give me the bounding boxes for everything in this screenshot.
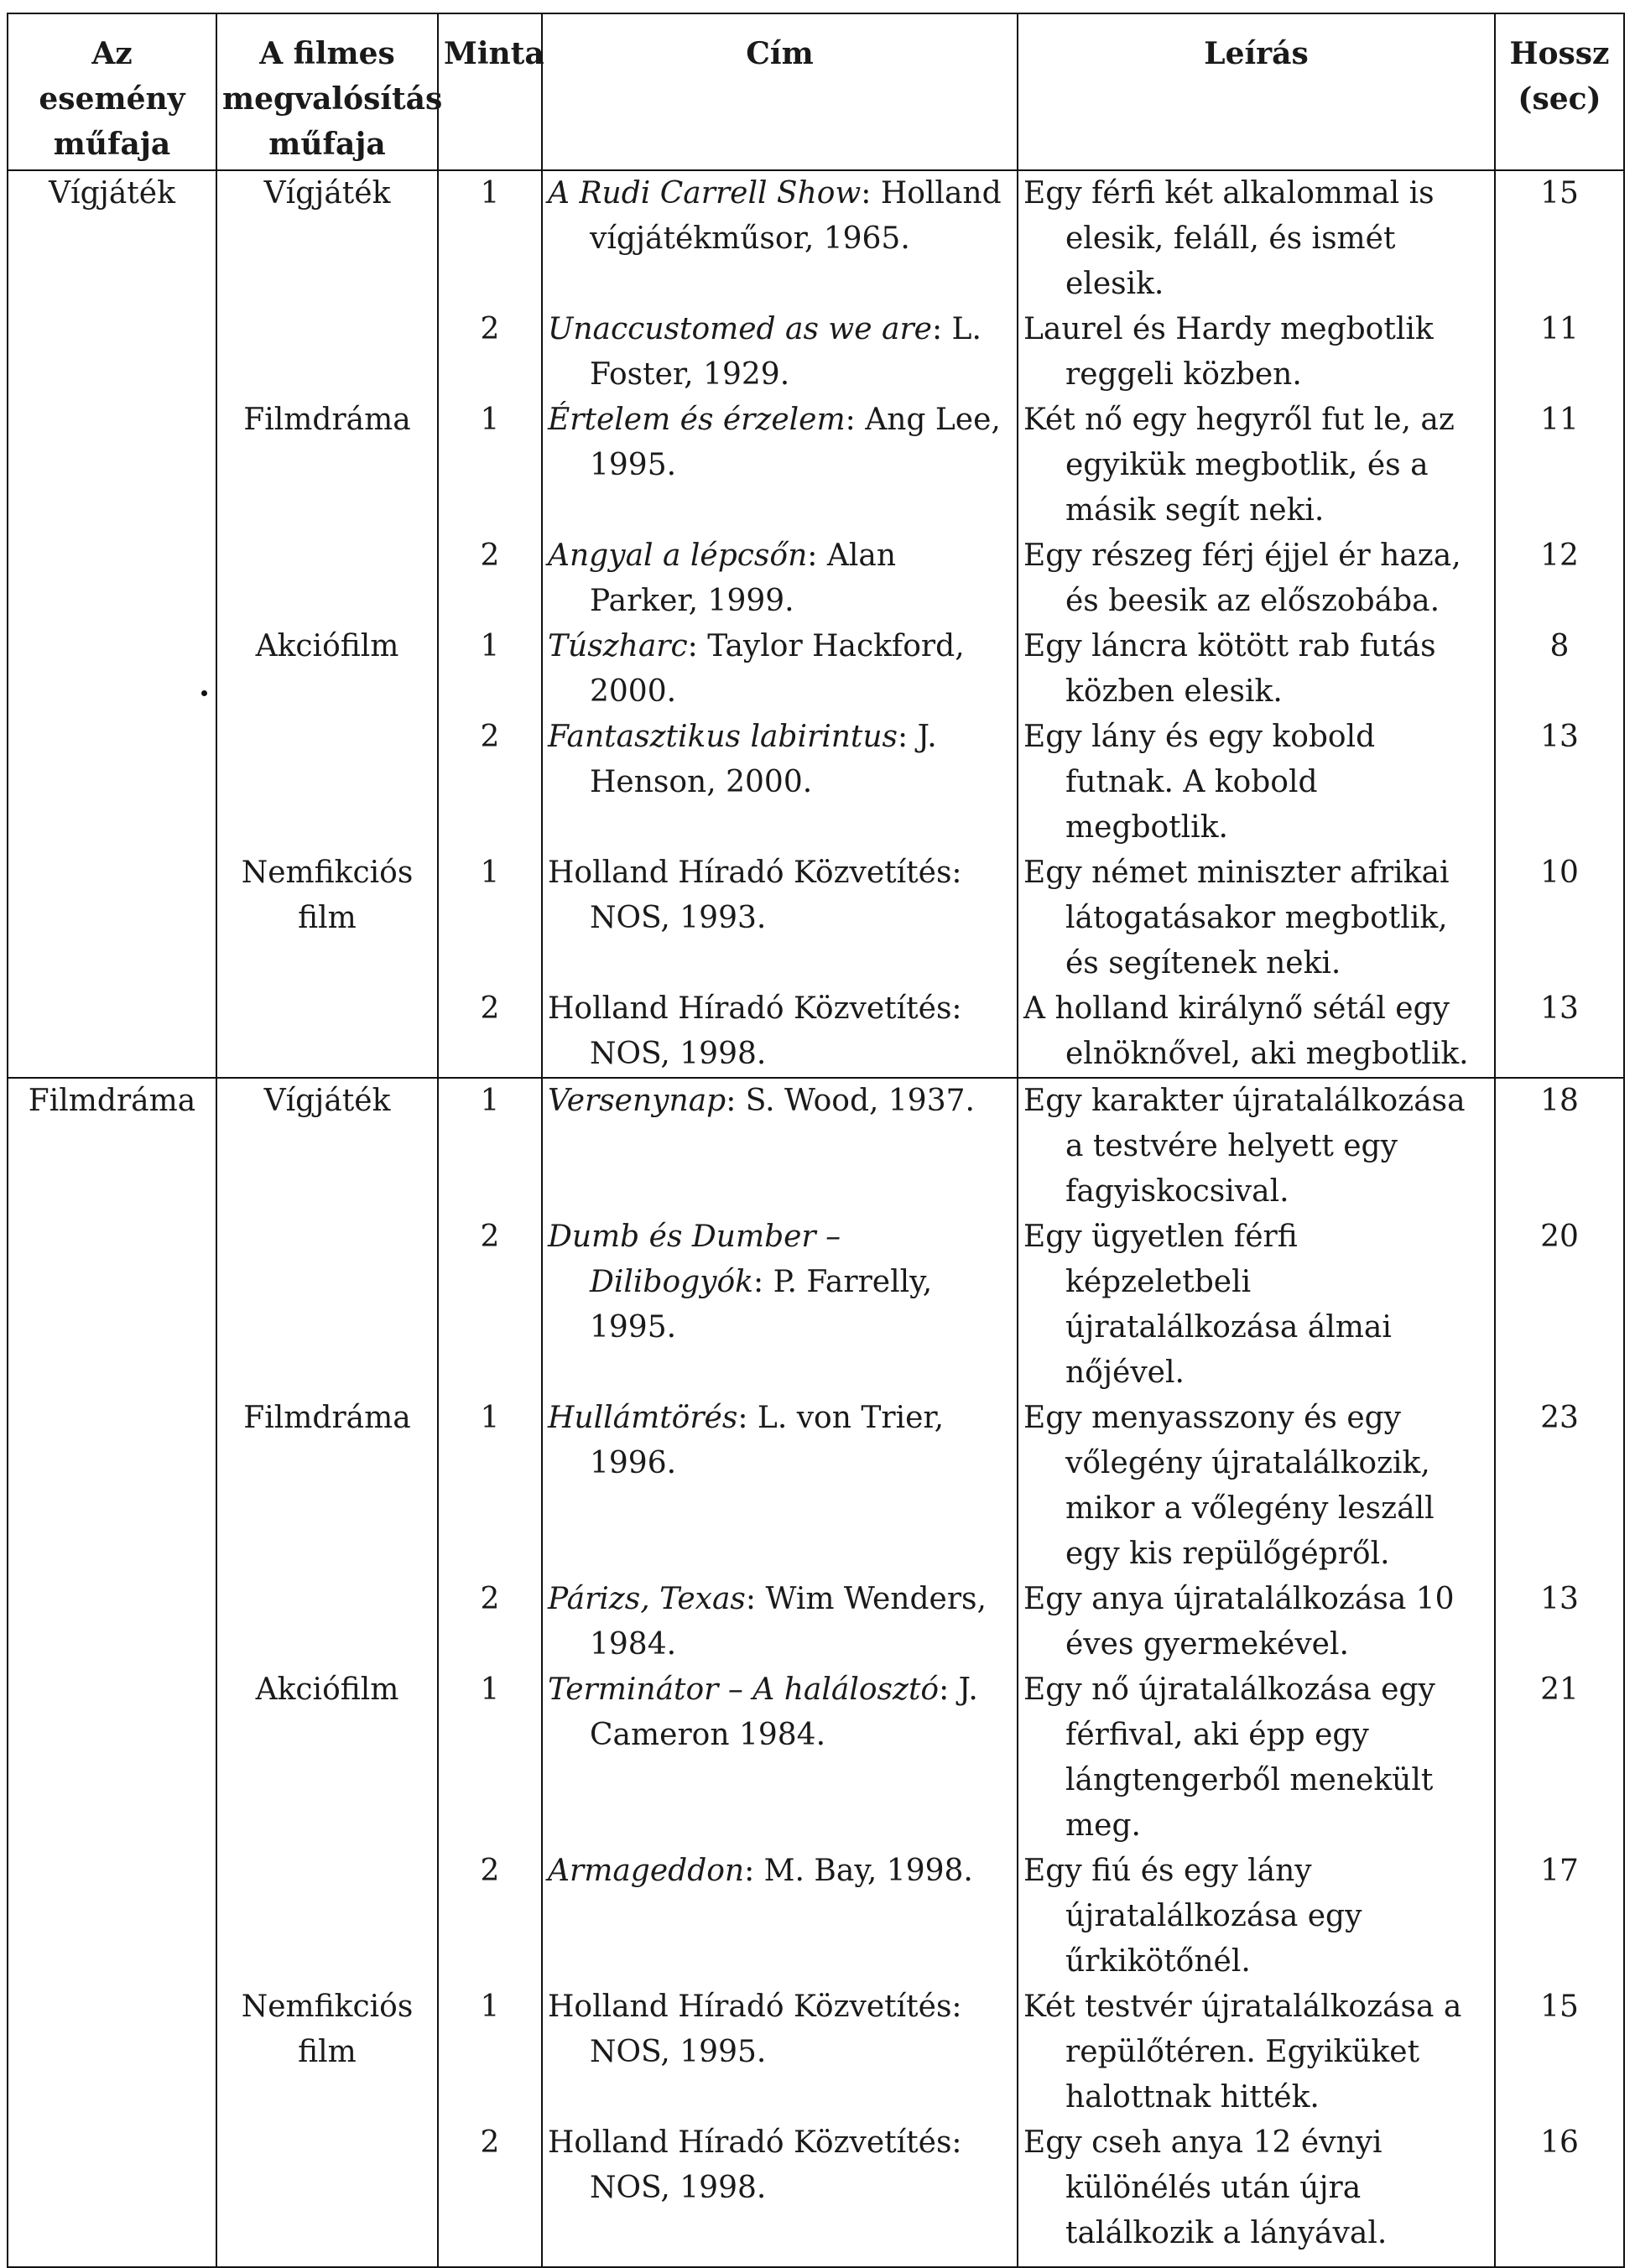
description-text: Két testvér újratalálkozása a repülőtéren. Egyiküket halottnak hitték. — [1023, 1990, 1462, 2115]
cell-sample: 2 — [438, 986, 542, 1078]
cell-sample: 1 — [438, 624, 542, 715]
cell-sample: 1 — [438, 1984, 542, 2120]
cell-sample: 2 — [438, 533, 542, 624]
title-rest: : S. Wood, 1937. — [726, 1084, 975, 1118]
header-length: Hossz (sec) — [1495, 13, 1624, 170]
description-text: A holland királynő sétál egy elnöknővel, aki megbotlik. — [1023, 991, 1469, 1071]
cell-description — [1018, 1849, 1495, 1984]
title-rest: Holland Híradó Közvetítés: NOS, 1995. — [548, 1990, 962, 2069]
title-rest: : L. von Trier, 1996. — [590, 1401, 945, 1480]
title-text — [548, 2120, 1012, 2211]
cell-title — [542, 1849, 1018, 1984]
cell-length: 16 — [1495, 2120, 1624, 2267]
title-text — [548, 1215, 1012, 1350]
header-description: Leírás — [1018, 13, 1495, 170]
title-text — [548, 715, 1012, 805]
table-row — [8, 170, 1624, 307]
title-rest: : J. Cameron 1984. — [590, 1672, 978, 1752]
cell-film-genre: Filmdráma — [216, 398, 438, 533]
cell-title — [542, 1577, 1018, 1667]
cell-length: 18 — [1495, 1078, 1624, 1215]
cell-length: 23 — [1495, 1396, 1624, 1577]
cell-title — [542, 624, 1018, 715]
title-rest: : Alan Parker, 1999. — [590, 538, 896, 618]
table-row — [8, 398, 1624, 533]
title-text — [548, 533, 1012, 624]
cell-description — [1018, 1396, 1495, 1577]
cell-length: 8 — [1495, 624, 1624, 715]
cell-length: 13 — [1495, 986, 1624, 1078]
cell-event-genre — [8, 1577, 216, 1667]
cell-event-genre — [8, 533, 216, 624]
cell-film-genre: Nemfikciós film — [216, 850, 438, 986]
header-film-genre: A filmes megvalósítás műfaja — [216, 13, 438, 170]
cell-description — [1018, 986, 1495, 1078]
table-header-row — [8, 13, 1624, 170]
description-text: Egy részeg férj éjjel ér haza, és beesik az előszobába. — [1023, 538, 1461, 618]
table-row — [8, 1215, 1624, 1396]
cell-event-genre — [8, 1984, 216, 2120]
cell-film-genre: Akciófilm — [216, 1667, 438, 1849]
cell-description — [1018, 533, 1495, 624]
description-text: Laurel és Hardy megbotlik reggeli közben. — [1023, 312, 1434, 392]
cell-sample: 2 — [438, 2120, 542, 2267]
cell-event-genre — [8, 1396, 216, 1577]
cell-length: 13 — [1495, 715, 1624, 850]
cell-length: 21 — [1495, 1667, 1624, 1849]
title-text — [548, 307, 1012, 398]
cell-event-genre — [8, 986, 216, 1078]
cell-event-genre — [8, 1849, 216, 1984]
description-text: Két nő egy hegyről fut le, az egyikük megbotlik, és a másik segít neki. — [1023, 403, 1455, 528]
cell-film-genre — [216, 986, 438, 1078]
cell-length: 11 — [1495, 398, 1624, 533]
title-rest: : Ang Lee, 1995. — [590, 403, 1001, 482]
header-title: Cím — [542, 13, 1018, 170]
title-rest: Holland Híradó Közvetítés: NOS, 1993. — [548, 856, 962, 935]
table-row — [8, 307, 1624, 398]
title-italic: A Rudi Carrell Show — [548, 176, 862, 211]
cell-length: 17 — [1495, 1849, 1624, 1984]
cell-description — [1018, 1667, 1495, 1849]
title-rest: : L. Foster, 1929. — [590, 312, 982, 392]
cell-film-genre — [216, 1215, 438, 1396]
cell-description — [1018, 398, 1495, 533]
description-text: Egy ügyetlen férfi képzeletbeli újratalálkozása álmai nőjével. — [1023, 1220, 1392, 1390]
header-event-genre: Az esemény műfaja — [8, 13, 216, 170]
title-italic: Hullámtörés — [548, 1401, 738, 1435]
title-italic: Párizs, Texas — [548, 1582, 746, 1616]
cell-length: 15 — [1495, 1984, 1624, 2120]
description-text: Egy karakter újratalálkozása a testvére helyett egy fagyiskocsival. — [1023, 1084, 1466, 1209]
description-text: Egy fiú és egy lány újratalálkozása egy űrkikötőnél. — [1023, 1854, 1362, 1979]
description-text: Egy német miniszter afrikai látogatásakor megbotlik, és segítenek neki. — [1023, 856, 1450, 981]
table-row — [8, 1667, 1624, 1849]
cell-sample: 2 — [438, 1215, 542, 1396]
description-text: Egy láncra kötött rab futás közben elesik. — [1023, 629, 1436, 709]
cell-sample: 1 — [438, 1078, 542, 1215]
cell-length: 15 — [1495, 170, 1624, 307]
cell-film-genre: Filmdráma — [216, 1396, 438, 1577]
title-italic: Unaccustomed as we are — [548, 312, 932, 346]
table-row — [8, 850, 1624, 986]
description-text: Egy anya újratalálkozása 10 éves gyermekével. — [1023, 1582, 1455, 1662]
table-body — [8, 170, 1624, 2267]
title-text — [548, 1577, 1012, 1667]
cell-description — [1018, 850, 1495, 986]
cell-title — [542, 986, 1018, 1078]
table-row — [8, 1849, 1624, 1984]
title-italic: Armageddon — [548, 1854, 745, 1888]
description-text: Egy menyasszony és egy vőlegény újratalálkozik, mikor a vőlegény leszáll egy kis repülőgépről. — [1023, 1401, 1435, 1571]
description-text: Egy férfi két alkalommal is elesik, feláll, és ismét elesik. — [1023, 176, 1435, 301]
title-rest: : Wim Wenders, 1984. — [590, 1582, 987, 1662]
table-row — [8, 2120, 1624, 2267]
title-text — [548, 1984, 1012, 2075]
title-text — [548, 1079, 1012, 1124]
cell-event-genre — [8, 398, 216, 533]
title-italic: Dumb és Dumber – Dilibogyók — [548, 1220, 841, 1299]
cell-film-genre — [216, 533, 438, 624]
cell-event-genre — [8, 1215, 216, 1396]
cell-description — [1018, 2120, 1495, 2267]
title-italic: Angyal a lépcsőn — [548, 538, 808, 573]
cell-description — [1018, 1078, 1495, 1215]
cell-title — [542, 533, 1018, 624]
title-text — [548, 171, 1012, 262]
cell-description — [1018, 715, 1495, 850]
title-text — [548, 398, 1012, 488]
cell-title — [542, 1396, 1018, 1577]
title-text — [548, 850, 1012, 941]
title-italic: Értelem és érzelem — [548, 403, 846, 437]
table-row — [8, 1984, 1624, 2120]
table-row — [8, 624, 1624, 715]
cell-sample: 2 — [438, 1577, 542, 1667]
cell-title — [542, 2120, 1018, 2267]
cell-sample: 1 — [438, 170, 542, 307]
cell-event-genre — [8, 2120, 216, 2267]
header-sample: Minta — [438, 13, 542, 170]
description-text: Egy nő újratalálkozása egy férfival, aki épp egy lángtengerből menekült meg. — [1023, 1672, 1435, 1843]
cell-event-genre — [8, 715, 216, 850]
title-rest: Holland Híradó Közvetítés: NOS, 1998. — [548, 991, 962, 1071]
cell-description — [1018, 624, 1495, 715]
title-rest: : M. Bay, 1998. — [744, 1854, 973, 1888]
title-text — [548, 1667, 1012, 1758]
table-row — [8, 1396, 1624, 1577]
cell-film-genre — [216, 715, 438, 850]
cell-title — [542, 398, 1018, 533]
title-italic: Túszharc — [548, 629, 688, 663]
table-row — [8, 533, 1624, 624]
title-text — [548, 1849, 1012, 1894]
cell-film-genre — [216, 307, 438, 398]
cell-description — [1018, 1984, 1495, 2120]
cell-film-genre: Vígjáték — [216, 170, 438, 307]
cell-film-genre — [216, 1577, 438, 1667]
cell-description — [1018, 307, 1495, 398]
cell-title — [542, 1667, 1018, 1849]
title-italic: Terminátor – A halálosztó — [548, 1672, 940, 1707]
cell-sample: 1 — [438, 1396, 542, 1577]
cell-sample: 2 — [438, 307, 542, 398]
cell-title — [542, 1078, 1018, 1215]
cell-event-genre: Vígjáték — [8, 170, 216, 307]
title-text — [548, 1396, 1012, 1486]
cell-film-genre: Akciófilm — [216, 624, 438, 715]
description-text: Egy cseh anya 12 évnyi különélés után újra találkozik a lányával. — [1023, 2125, 1388, 2250]
cell-length: 13 — [1495, 1577, 1624, 1667]
cell-length: 10 — [1495, 850, 1624, 986]
title-rest: : P. Farrelly, 1995. — [590, 1265, 933, 1345]
cell-title — [542, 850, 1018, 986]
cell-title — [542, 715, 1018, 850]
cell-event-genre — [8, 1667, 216, 1849]
title-rest: : Taylor Hackford, 2000. — [590, 629, 965, 709]
title-rest: : Holland vígjátékműsor, 1965. — [590, 176, 1002, 256]
cell-sample: 1 — [438, 398, 542, 533]
title-text — [548, 986, 1012, 1077]
table-row — [8, 1577, 1624, 1667]
cell-length: 11 — [1495, 307, 1624, 398]
cell-film-genre: Vígjáték — [216, 1078, 438, 1215]
cell-sample: 1 — [438, 850, 542, 986]
cell-length: 12 — [1495, 533, 1624, 624]
cell-description — [1018, 170, 1495, 307]
table-row — [8, 715, 1624, 850]
title-italic: Fantasztikus labirintus — [548, 720, 898, 754]
title-italic: Versenynap — [548, 1084, 726, 1118]
title-rest: Holland Híradó Közvetítés: NOS, 1998. — [548, 2125, 962, 2205]
title-text — [548, 624, 1012, 715]
cell-film-genre — [216, 1849, 438, 1984]
title-rest: : J. Henson, 2000. — [590, 720, 937, 799]
table-row — [8, 986, 1624, 1078]
cell-title — [542, 1984, 1018, 2120]
cell-film-genre: Nemfikciós film — [216, 1984, 438, 2120]
cell-title — [542, 307, 1018, 398]
cell-description — [1018, 1577, 1495, 1667]
cell-event-genre — [8, 307, 216, 398]
cell-sample: 2 — [438, 715, 542, 850]
cell-event-genre — [8, 850, 216, 986]
cell-title — [542, 170, 1018, 307]
cell-film-genre — [216, 2120, 438, 2267]
cell-sample: 2 — [438, 1849, 542, 1984]
cell-event-genre: Filmdráma — [8, 1078, 216, 1215]
cell-sample: 1 — [438, 1667, 542, 1849]
cell-event-genre — [8, 624, 216, 715]
description-text: Egy lány és egy kobold futnak. A kobold megbotlik. — [1023, 720, 1376, 845]
table-row — [8, 1078, 1624, 1215]
film-samples-table — [7, 13, 1625, 2268]
cell-title — [542, 1215, 1018, 1396]
cell-length: 20 — [1495, 1215, 1624, 1396]
cell-description — [1018, 1215, 1495, 1396]
